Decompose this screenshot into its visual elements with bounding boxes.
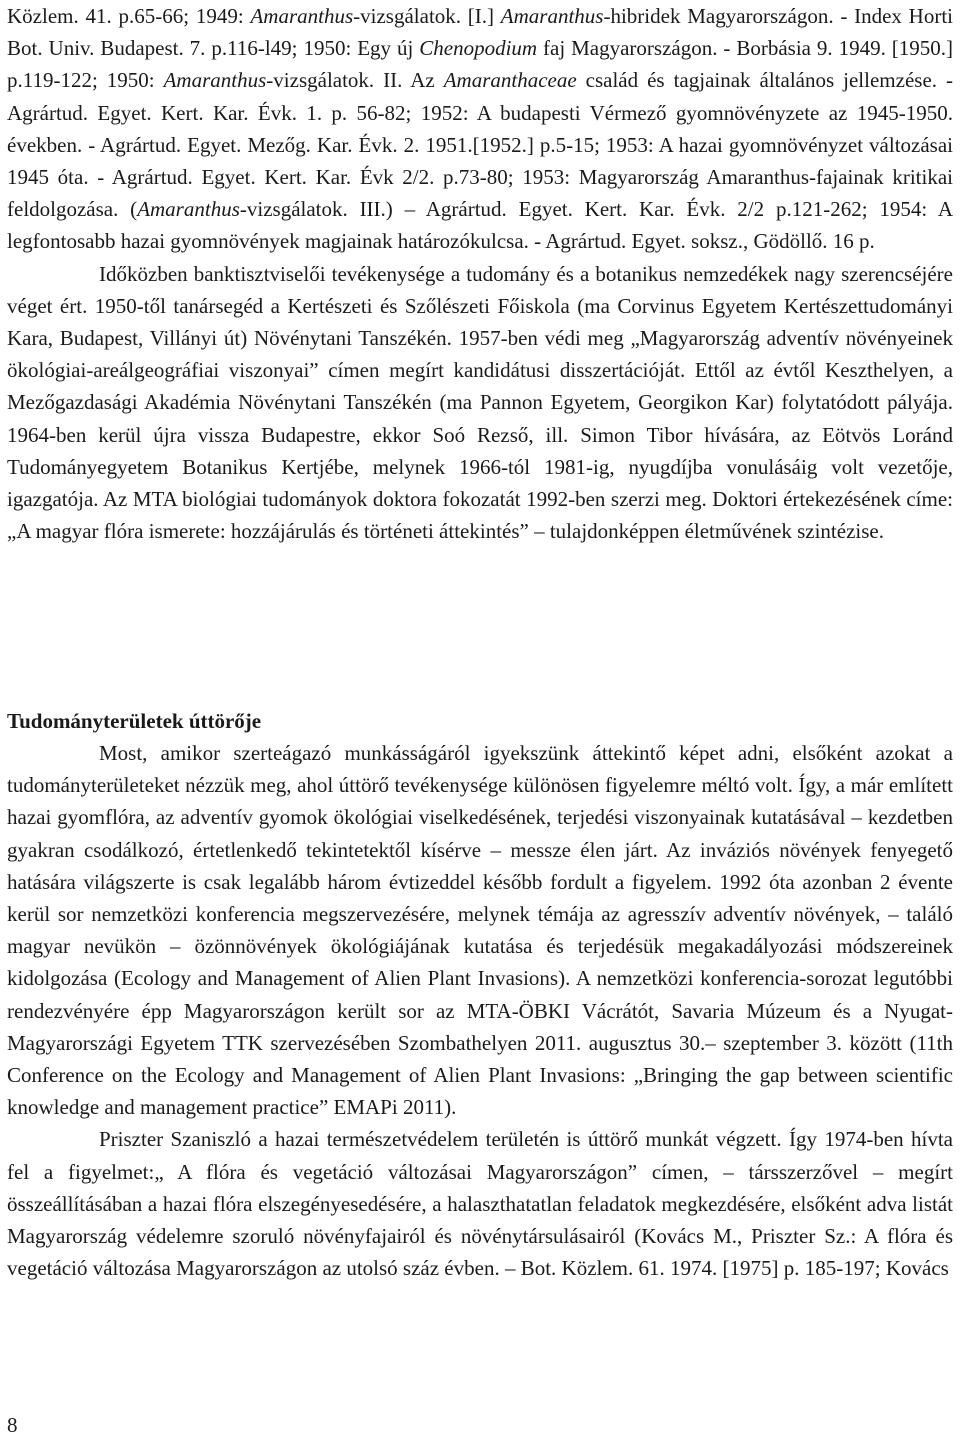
page-number: 8 <box>7 1413 18 1437</box>
bib-text: család és tagjainak általános jellemzése. - Agrártud. Egyet. Kert. Kar. Évk. 1. p. 56-82; 1952: A budapesti Vérmező gyomnövényzete az 1945-1950. években. - Agrártud. Egyet. Mezőg. Kar. Évk. 2. 1951.[1952.] p.5-15; 1953: A hazai gyomnövényzet változásai 1945 óta. - Agrártud. Egyet. Kert. Kar. Évk 2/2. p.73-80; 1953: Magyarország Amaranthus-fajainak kritikai feldolgozása. ( <box>7 68 953 222</box>
bib-text: faj Magyarországon. - Borbásia 9. 1949. [1950.] p.119-122; 1950: <box>7 36 954 93</box>
upper-section <box>7 0 953 547</box>
document-page <box>7 0 953 1443</box>
bib-italic: Amaranthus <box>163 68 267 93</box>
bib-italic: Amaranthus <box>137 197 240 222</box>
bib-text: Közlem. 41. p.65-66; 1949: <box>7 4 251 28</box>
bib-text: -hibridek Magyarországon. - Index Horti Bot. Univ. Budapest. 7. p.116-l49; 1950: Egy új <box>7 4 953 61</box>
bib-text: -vizsgálatok. [I.] <box>353 4 501 28</box>
lower-section <box>7 737 953 1284</box>
bib-italic: Amaranthus <box>250 4 354 28</box>
pioneer-paragraph: Most, amikor szerteágazó munkásságáról igyekszünk áttekintő képet adni, elsőként azokat a tudományterületeket nézzük meg, ahol úttörő tevékenysége különösen figyelemre méltó volt. Így, a már említett hazai gyomflóra, az adventív gyomok ökológiai viselkedésének, terjedési viszonyainak kutatásával – kezdetben gyakran csodálkozó, értetlenkedő tekintetektől kísérve – messze élen járt. Az inváziós növények fenyegető hatására világszerte is csak legalább három évtizeddel később fordult a figyelem. 1992 óta azonban 2 évente kerül sor nemzetközi konferencia megszervezésére, melynek témája az agresszív adventív növények, – találó magyar nevükön – özönnövények ökológiájának kutatása és terjedésük megakadályozási módszereinek kidolgozása (Ecology and Management of Alien Plant Invasions). A nemzetközi konferencia-sorozat legutóbbi rendezvényére épp Magyarországon került sor az MTA-ÖBKI Vácrátót, Savaria Múzeum és a Nyugat-Magyarországi Egyetem TTK szervezésében Szombathelyen 2011. augusztus 30.– szeptember 3. között (11th Conference on the Ecology and Management of Alien Plant Invasions: „Bringing the gap between scientific knowledge and management practice” EMAPi 2011). <box>7 741 953 1120</box>
section-heading: Tudományterületek úttörője <box>7 709 262 733</box>
bibliography-paragraph <box>7 0 953 258</box>
bib-text: -vizsgálatok. III.) – Agrártud. Egyet. Kert. Kar. Évk. 2/2 p.121-262; 1954: A legfontosabb hazai gyomnövények magjainak határozókulcsa. - Agrártud. Egyet. soksz., Gödöllő. 16 p. <box>7 197 953 254</box>
bib-italic: Chenopodium <box>419 36 538 61</box>
conservation-paragraph: Priszter Szaniszló a hazai természetvédelem területén is úttörő munkát végzett. Így 1974-ben hívta fel a figyelmet:„ A flóra és vegetáció változásai Magyarországon” címen, – társszerzővel – megírt összeállításában a hazai flóra elszegényesedésére, a halaszthatatlan feladatok megkezdésére, elsőként adva listát Magyarország védelemre szoruló növényfajairól és növénytársulásairól (Kovács M., Priszter Sz.: A flóra és vegetáció változása Magyarországon az utolsó száz évben. – Bot. Közlem. 61. 1974. [1975] p. 185-197; Kovács <box>7 1127 953 1281</box>
bib-text: -vizsgálatok. II. Az <box>266 68 444 93</box>
career-paragraph: Időközben banktisztviselői tevékenysége a tudomány és a botanikus nemzedékek nagy szerencséjére véget ért. 1950-től tanársegéd a Kertészeti és Szőlészeti Főiskola (ma Corvinus Egyetem Kertészettudományi Kara, Budapest, Villányi út) Növénytani Tanszékén. 1957-ben védi meg „Magyarország adventív növényeinek ökológiai-areálgeográfiai viszonyai” címen megírt kandidátusi disszertációját. Ettől az évtől Keszthelyen, a Mezőgazdasági Akadémia Növénytani Tanszékén (ma Pannon Egyetem, Georgikon Kar) folytatódott pályája. 1964-ben kerül újra vissza Budapestre, ekkor Soó Rezső, ill. Simon Tibor hívására, az Eötvös Loránd Tudományegyetem Botanikus Kertjébe, melynek 1966-tól 1981-ig, nyugdíjba vonulásáig volt vezetője, igazgatója. Az MTA biológiai tudományok doktora fokozatát 1992-ben szerzi meg. Doktori értekezésének címe: „A magyar flóra ismerete: hozzájárulás és történeti áttekintés” – tulajdonképpen életművének szintézise. <box>7 261 953 544</box>
bib-italic: Amaranthus <box>500 4 604 28</box>
bib-italic: Amaranthaceae <box>443 68 577 93</box>
